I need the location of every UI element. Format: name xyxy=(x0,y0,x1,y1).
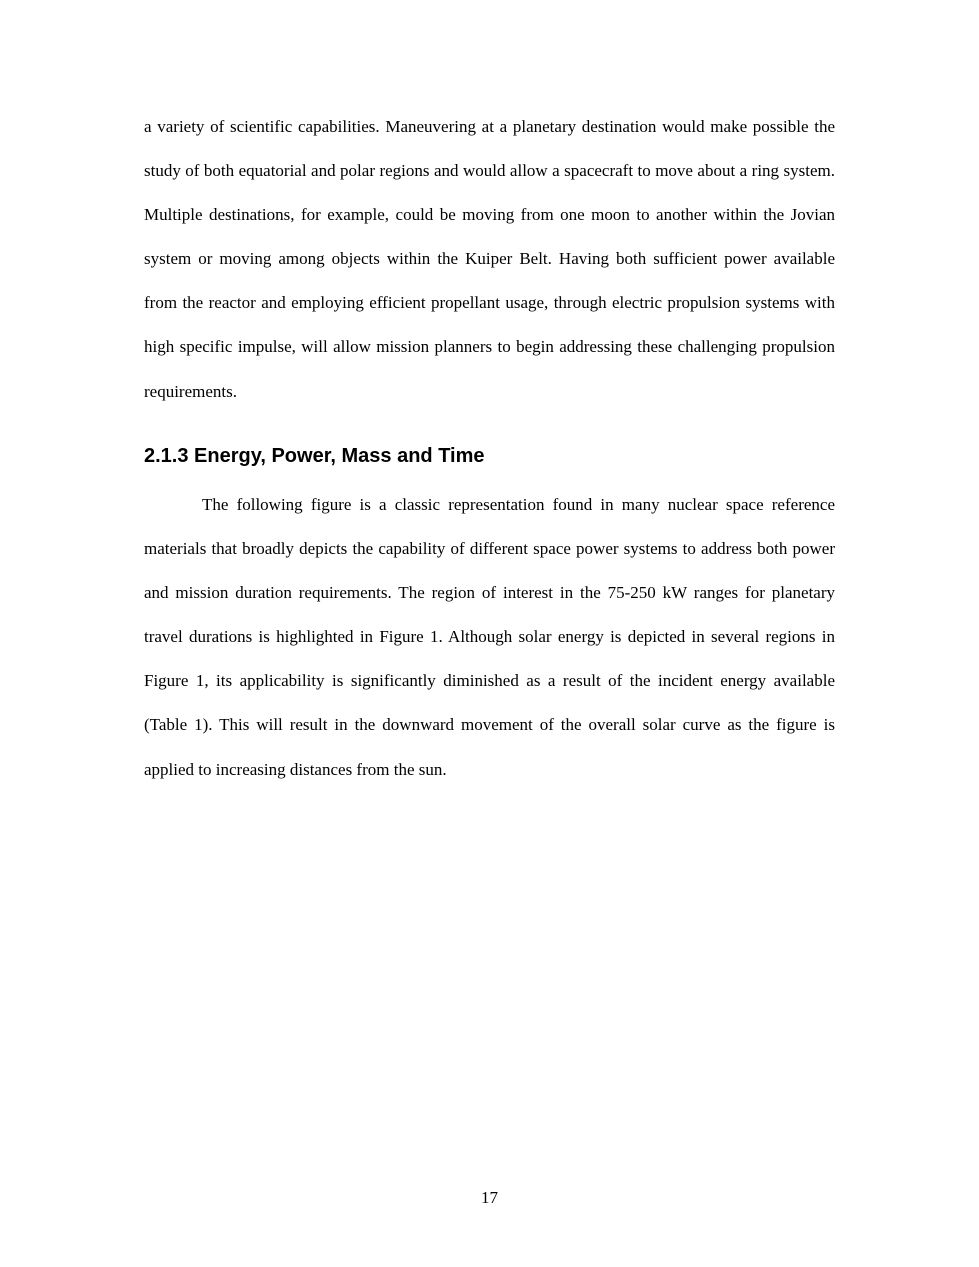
body-paragraph-continued: a variety of scientific capabilities. Maneuvering at a planetary destination would make possible the study of both equatorial and polar regions and would allow a spacecraft to move about a ring system. Multiple destinations, for example, could be moving from one moon to another within the Jovian system or moving among objects within the Kuiper Belt. Having both sufficient power available from the reactor and employing efficient propellant usage, through electric propulsion systems with high specific impulse, will allow mission planners to begin addressing these challenging propulsion requirements. xyxy=(144,117,835,401)
page-number: 17 xyxy=(481,1188,498,1207)
body-paragraph-figure-intro: The following figure is a classic representation found in many nuclear space reference materials that broadly depicts the capability of different space power systems to address both power and mission duration requirements. The region of interest in the 75-250 kW ranges for planetary travel durations is highlighted in Figure 1. Although solar energy is depicted in several regions in Figure 1, its applicability is significantly diminished as a result of the incident energy available (Table 1). This will result in the downward movement of the overall solar curve as the figure is applied to increasing distances from the sun. xyxy=(144,495,835,779)
section-heading: 2.1.3 Energy, Power, Mass and Time xyxy=(144,445,485,467)
